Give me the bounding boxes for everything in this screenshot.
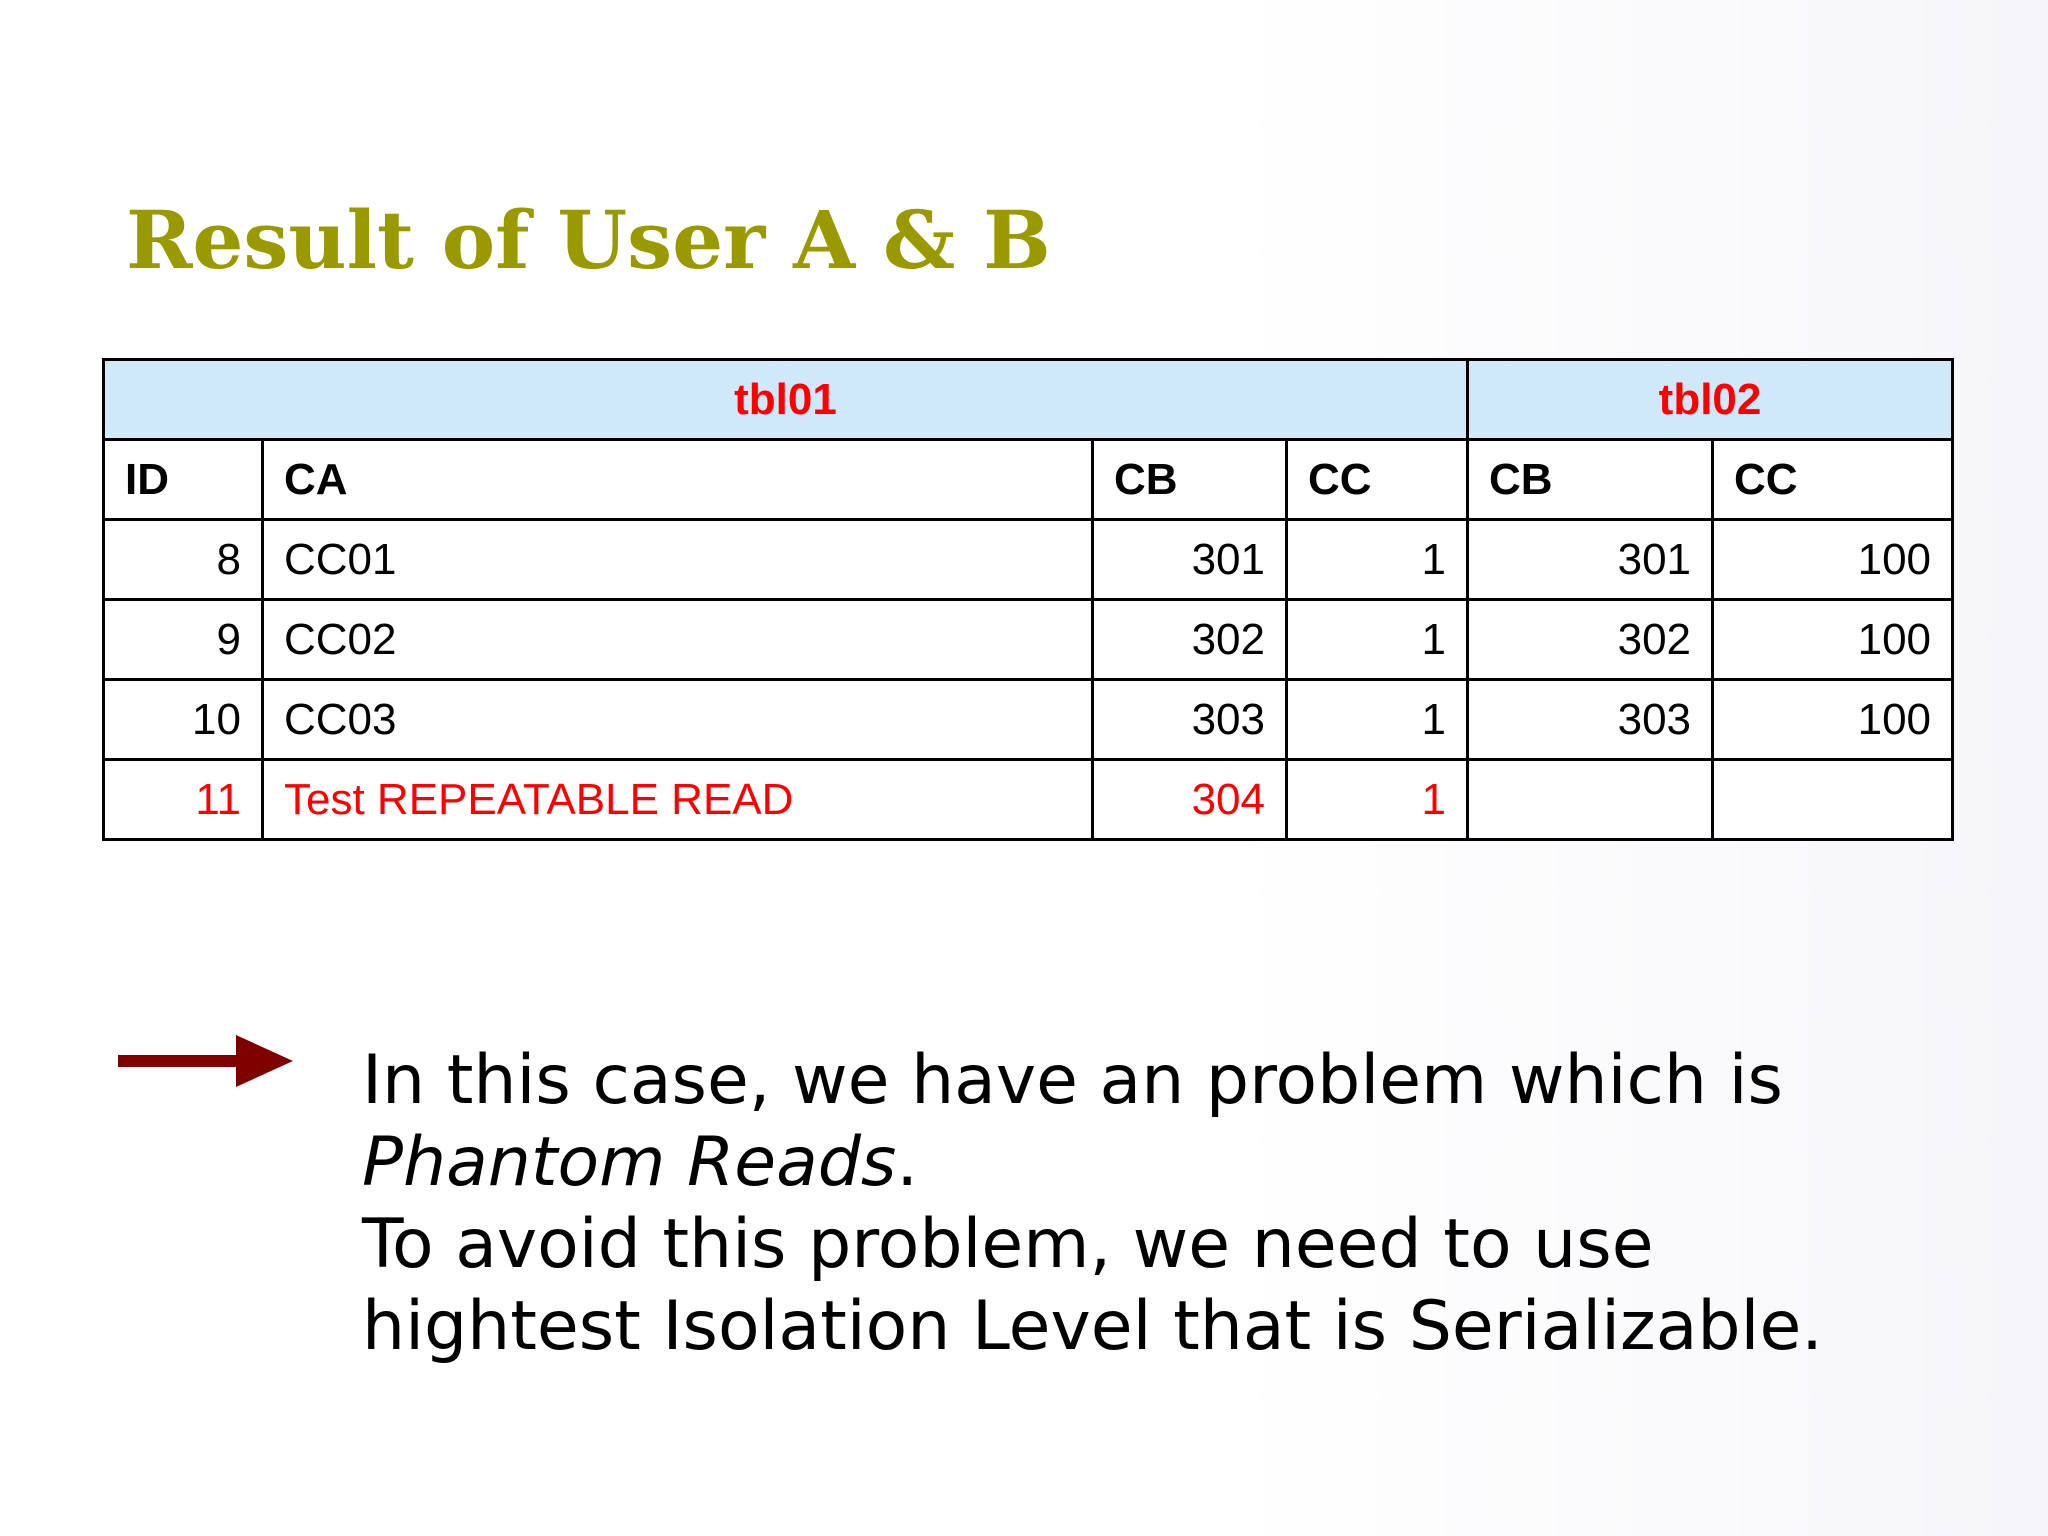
cell-tbl02-cb: [1468, 760, 1713, 840]
table-row: [104, 680, 1953, 760]
cell-ca: CC01: [263, 520, 1093, 600]
phantom-reads-term: Phantom Reads: [362, 1123, 897, 1202]
explanation-line-4: hightest Isolation Level that is Serializable.: [362, 1287, 1823, 1366]
cell-tbl02-cb: 302: [1468, 600, 1713, 680]
cell-id: 11: [104, 760, 263, 840]
cell-cb: 304: [1093, 760, 1287, 840]
results-table: [102, 358, 1954, 841]
slide-title: Result of User A & B: [126, 193, 1051, 287]
table-row-phantom: [104, 760, 1953, 840]
cell-cb: 302: [1093, 600, 1287, 680]
cell-tbl02-cc: [1713, 760, 1953, 840]
cell-id: 10: [104, 680, 263, 760]
table-row: [104, 600, 1953, 680]
column-header-tbl02-cc: CC: [1713, 440, 1953, 520]
cell-cb: 303: [1093, 680, 1287, 760]
cell-id: 9: [104, 600, 263, 680]
cell-tbl02-cb: 303: [1468, 680, 1713, 760]
cell-cb: 301: [1093, 520, 1287, 600]
column-header-row: [104, 440, 1953, 520]
explanation-line-1: In this case, we have an problem which is: [362, 1041, 1783, 1120]
cell-cc: 1: [1287, 680, 1468, 760]
tbl01-header: tbl01: [104, 360, 1468, 440]
column-header-ca: CA: [263, 440, 1093, 520]
explanation-text: [362, 1040, 2022, 1368]
table-name-row: [104, 360, 1953, 440]
right-arrow-icon: [118, 1035, 293, 1087]
cell-ca: CC02: [263, 600, 1093, 680]
term-suffix: .: [896, 1123, 918, 1202]
cell-tbl02-cc: 100: [1713, 520, 1953, 600]
column-header-cc: CC: [1287, 440, 1468, 520]
cell-tbl02-cc: 100: [1713, 600, 1953, 680]
table-row: [104, 520, 1953, 600]
tbl02-header: tbl02: [1468, 360, 1953, 440]
column-header-tbl02-cb: CB: [1468, 440, 1713, 520]
column-header-id: ID: [104, 440, 263, 520]
cell-cc: 1: [1287, 760, 1468, 840]
cell-cc: 1: [1287, 520, 1468, 600]
cell-id: 8: [104, 520, 263, 600]
cell-tbl02-cb: 301: [1468, 520, 1713, 600]
cell-ca: Test REPEATABLE READ: [263, 760, 1093, 840]
explanation-line-3: To avoid this problem, we need to use: [362, 1205, 1654, 1284]
cell-cc: 1: [1287, 600, 1468, 680]
cell-tbl02-cc: 100: [1713, 680, 1953, 760]
column-header-cb: CB: [1093, 440, 1287, 520]
cell-ca: CC03: [263, 680, 1093, 760]
